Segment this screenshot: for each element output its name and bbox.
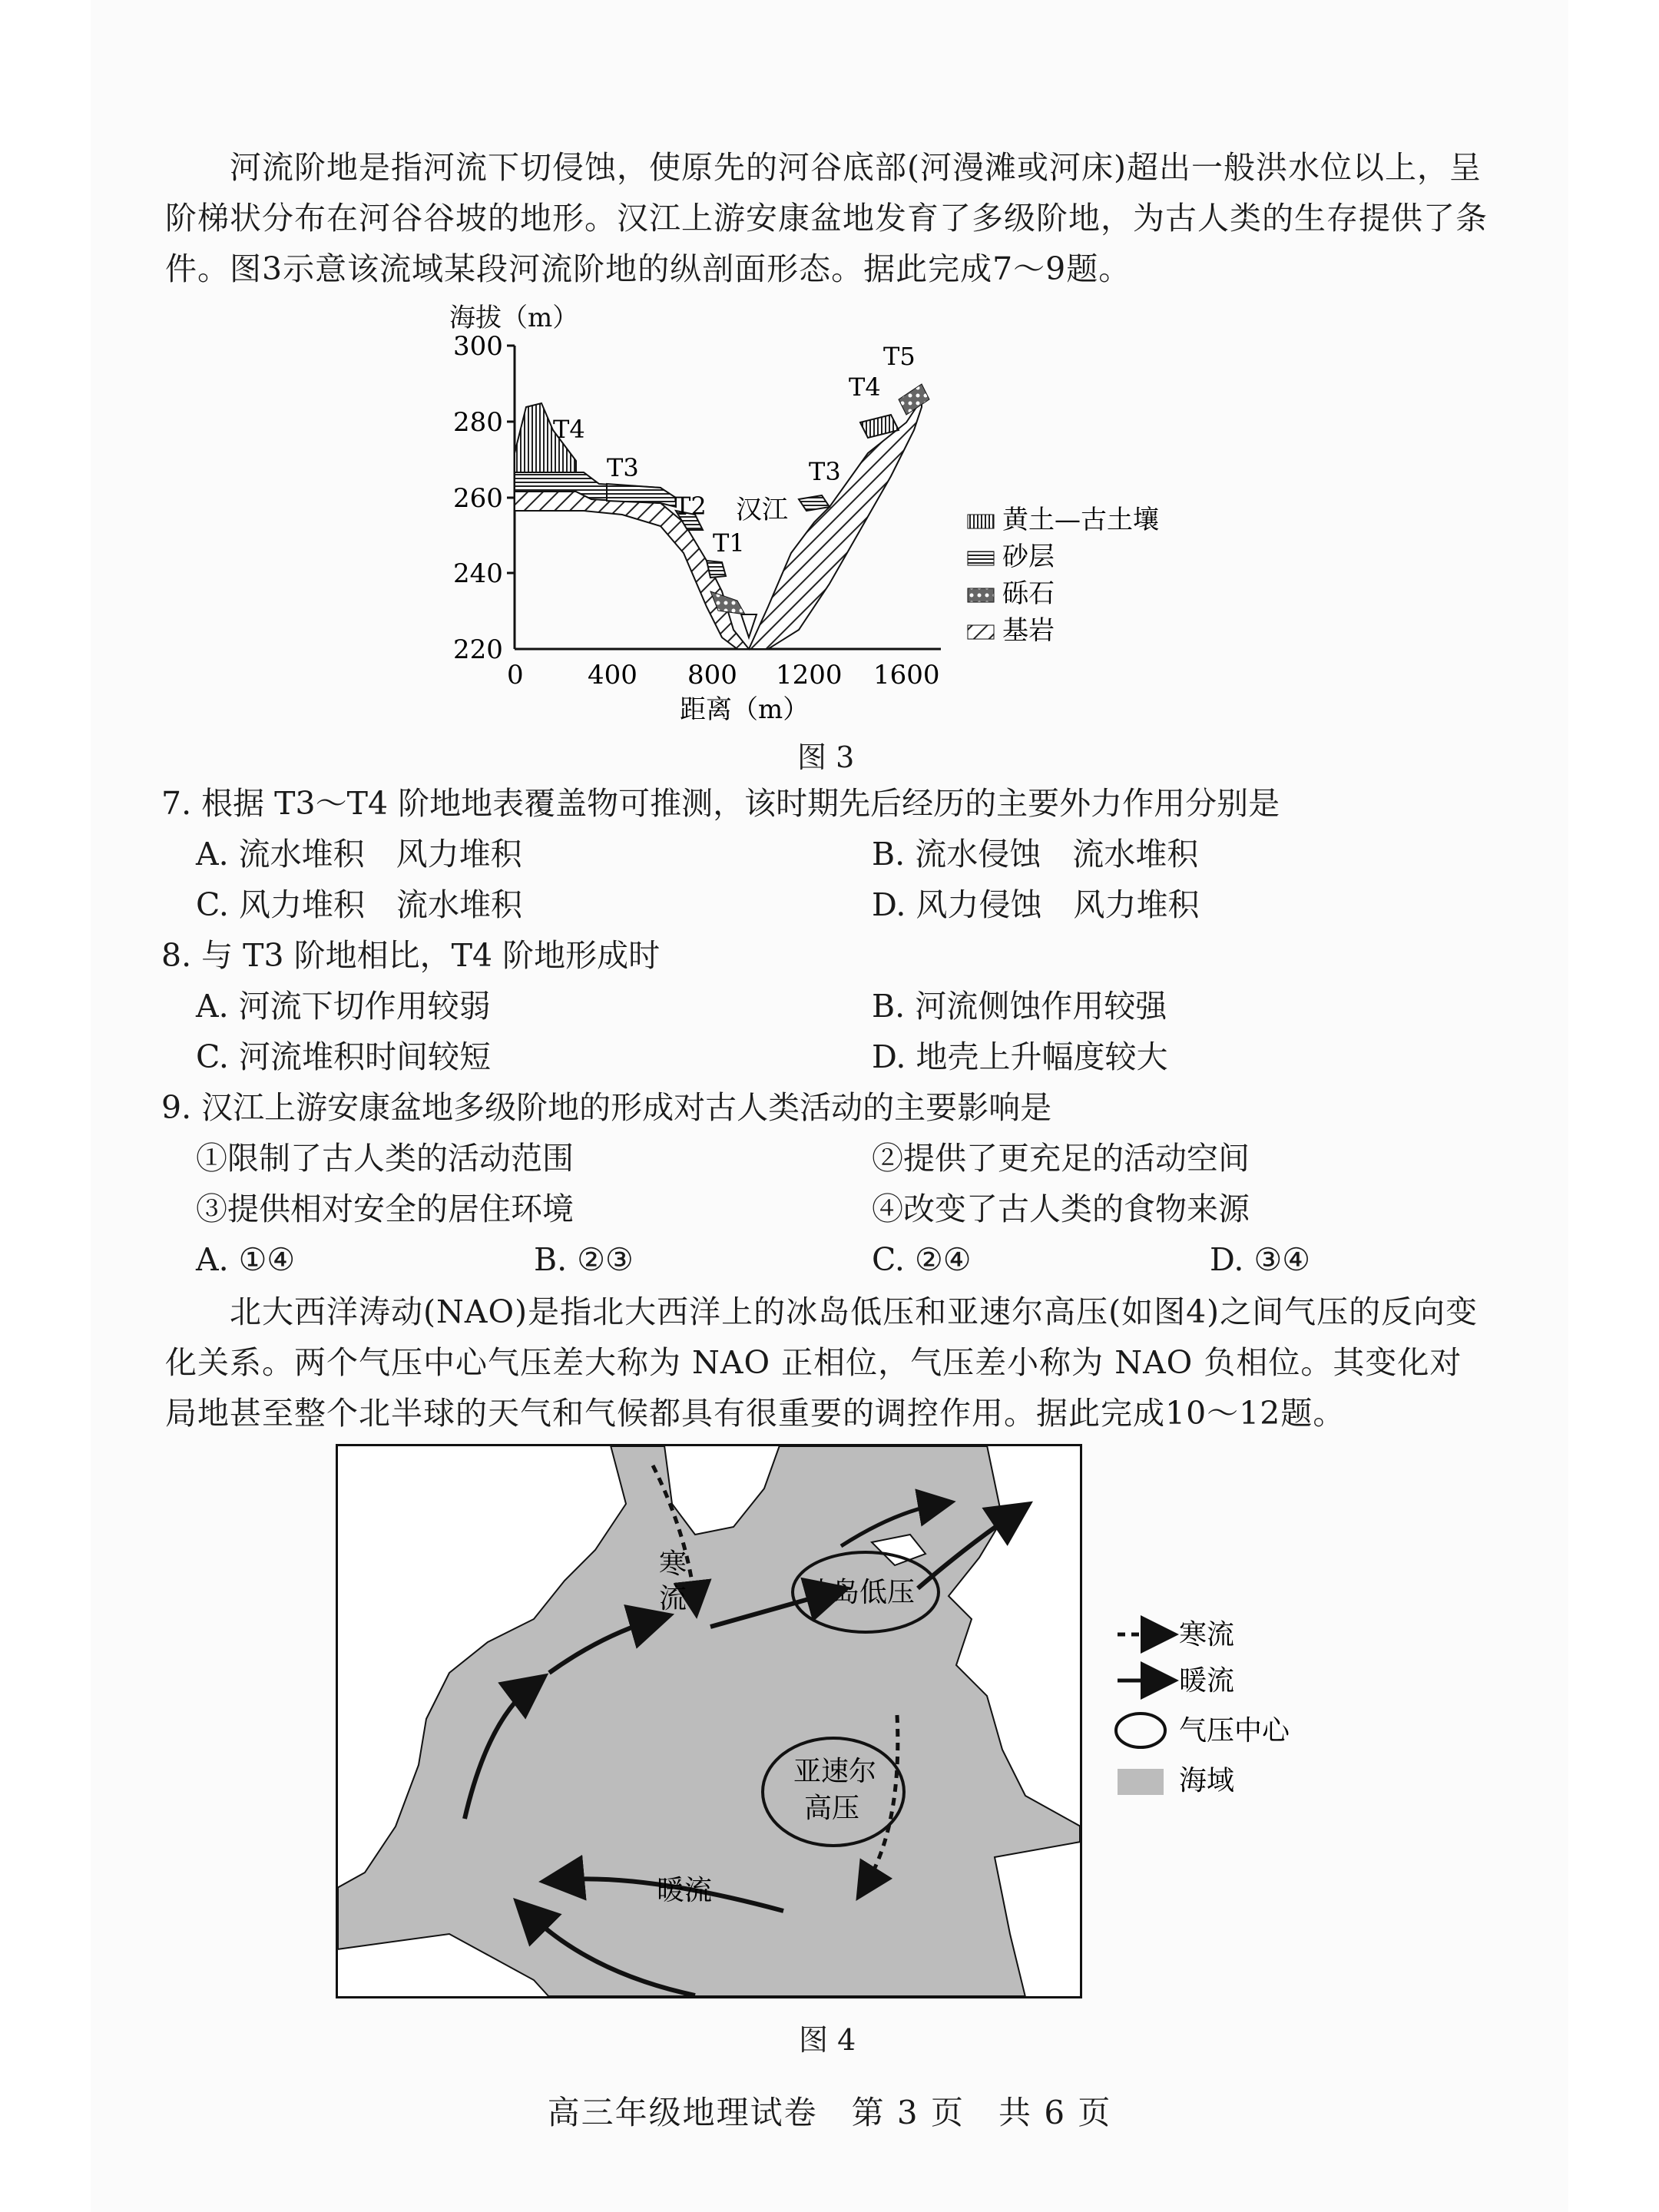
legend-swatch-sand	[968, 551, 994, 565]
q9-option-c[interactable]: C. ②④	[872, 1241, 972, 1278]
x-axis-title: 距离（m）	[680, 694, 810, 725]
question-9-stem: 9. 汉江上游安康盆地多级阶地的形成对古人类活动的主要影响是	[161, 1089, 1052, 1126]
y-tick-240: 240	[453, 558, 503, 589]
azores-high-label-1: 亚速尔	[793, 1756, 877, 1787]
q7-option-c[interactable]: C. 风力堆积 流水堆积	[196, 886, 522, 923]
q9-statement-2: ②提供了更充足的活动空间	[872, 1140, 1250, 1177]
y-tick-280: 280	[453, 407, 503, 438]
question-7-stem: 7. 根据 T3～T4 阶地地表覆盖物可推测，该时期先后经历的主要外力作用分别是	[161, 785, 1280, 822]
x-tick-0: 0	[507, 660, 524, 690]
label-t2: T2	[674, 492, 707, 521]
passage-terrace-intro: 河流阶地是指河流下切侵蚀，使原先的河谷底部(河漫滩或河床)超出一般洪水位以上，呈阶梯状分布在河谷谷坡的地形。汉江上游安康盆地发育了多级阶地，为古人类的生存提供了条件。图3示意该流域某段河流阶地的纵剖面形态。据此完成7～9题。	[165, 149, 1488, 287]
label-t5: T5	[883, 342, 916, 371]
figure-3-terrace-profile	[430, 300, 1229, 745]
legend-swatch-loess	[968, 515, 994, 528]
y-tick-260: 260	[453, 483, 503, 514]
legend-pressure-swatch	[1116, 1714, 1165, 1747]
legend-sea-swatch	[1118, 1769, 1164, 1795]
warm-current-label: 暖流	[657, 1875, 713, 1906]
cold-current-label-2: 流	[659, 1583, 687, 1614]
label-t3-right: T3	[809, 457, 841, 486]
label-t4-left: T4	[553, 415, 585, 444]
sand-layer-t3-right	[799, 495, 830, 511]
q8-option-b[interactable]: B. 河流侧蚀作用较强	[872, 988, 1167, 1025]
river-channel	[741, 614, 757, 637]
x-tick-800: 800	[687, 660, 737, 690]
label-t4-right: T4	[849, 373, 881, 402]
page-footer: 高三年级地理试卷 第 3 页 共 6 页	[547, 2094, 1112, 2131]
legend-gravel: 砾石	[1002, 578, 1055, 609]
passage-nao-intro: 北大西洋涛动(NAO)是指北大西洋上的冰岛低压和亚速尔高压(如图4)之间气压的反向变化关系。两个气压中心气压差大称为 NAO 正相位，气压差小称为 NAO 负相位。其变化对局地甚至整个北半球的天气和气候都具有很重要的调控作用。据此完成10～12题。	[165, 1293, 1479, 1432]
iceland-low-label: 冰岛低压	[804, 1577, 916, 1608]
q8-option-c[interactable]: C. 河流堆积时间较短	[196, 1038, 491, 1075]
legend-warm-current: 暖流	[1179, 1665, 1235, 1697]
legend-pressure-center: 气压中心	[1179, 1715, 1290, 1747]
q9-statement-3: ③提供相对安全的居住环境	[196, 1190, 574, 1227]
azores-high-label-2: 高压	[804, 1793, 860, 1824]
q9-statement-4: ④改变了古人类的食物来源	[872, 1190, 1250, 1227]
q8-option-d[interactable]: D. 地壳上升幅度较大	[872, 1038, 1168, 1075]
river-label-hanjiang: 汉江	[736, 495, 788, 525]
legend-sea: 海域	[1179, 1765, 1235, 1796]
q8-option-a[interactable]: A. 河流下切作用较弱	[196, 988, 491, 1025]
q9-option-d[interactable]: D. ③④	[1210, 1241, 1310, 1278]
legend-swatch-bedrock	[968, 625, 994, 639]
x-tick-1200: 1200	[776, 660, 843, 690]
label-t3-left: T3	[607, 453, 639, 482]
legend-swatch-gravel	[968, 588, 994, 602]
y-tick-220: 220	[453, 634, 503, 665]
question-8-stem: 8. 与 T3 阶地相比，T4 阶地形成时	[161, 937, 661, 974]
x-tick-1600: 1600	[873, 660, 940, 690]
label-t1: T1	[713, 528, 745, 558]
sand-layer-t1	[707, 561, 726, 578]
x-tick-400: 400	[588, 660, 637, 690]
q9-option-a[interactable]: A. ①④	[196, 1241, 296, 1278]
figure-4-caption: 图 4	[799, 2023, 856, 2057]
figure-4-north-atlantic-map	[334, 1442, 1333, 2003]
q9-statement-1: ①限制了古人类的活动范围	[196, 1140, 574, 1177]
legend-loess: 黄土—古土壤	[1002, 505, 1159, 535]
y-axis-title: 海拔（m）	[449, 303, 579, 333]
q7-option-b[interactable]: B. 流水侵蚀 流水堆积	[872, 836, 1199, 873]
q9-option-b[interactable]: B. ②③	[534, 1241, 634, 1278]
legend-cold-current: 寒流	[1179, 1619, 1235, 1651]
figure-3-caption: 图 3	[797, 740, 855, 774]
legend-sand: 砂层	[1002, 541, 1055, 572]
q7-option-a[interactable]: A. 流水堆积 风力堆积	[196, 836, 522, 873]
q7-option-d[interactable]: D. 风力侵蚀 风力堆积	[872, 886, 1200, 923]
cold-current-label-1: 寒	[659, 1548, 687, 1580]
legend-bedrock: 基岩	[1002, 615, 1055, 646]
y-tick-300: 300	[453, 331, 503, 362]
